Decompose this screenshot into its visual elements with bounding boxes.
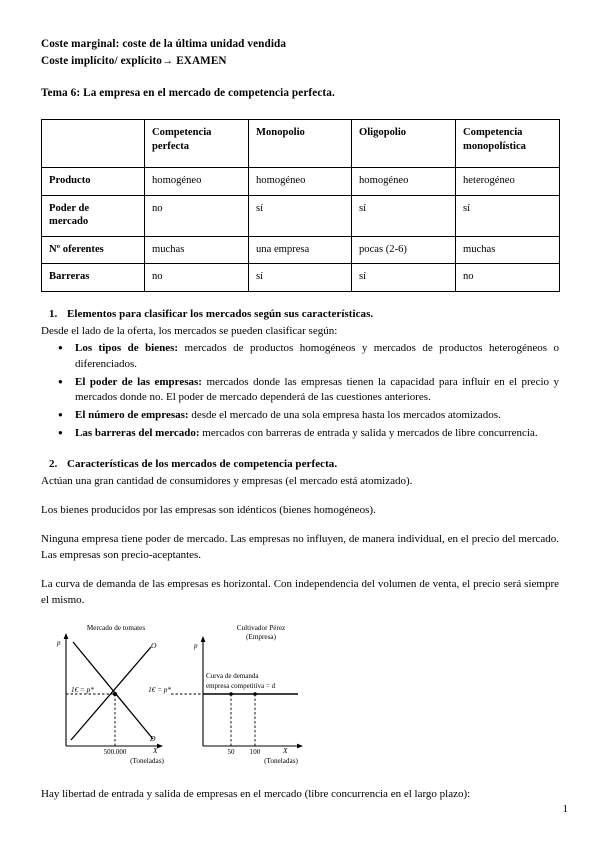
list-item [41, 341, 559, 373]
table-col-header-4: Competencia monopolística [456, 120, 560, 168]
bullet-lead: El poder de las empresas: [75, 375, 202, 388]
table-cell: sí [249, 264, 352, 292]
section-2-intro: Actúan una gran cantidad de consumidores y empresas (el mercado está atomizado). [41, 474, 413, 487]
table-cell: una empresa [249, 236, 352, 264]
table-cell: sí [456, 195, 560, 236]
left-x-axis-unit: (Toneladas) [130, 757, 164, 766]
table-cell: muchas [145, 236, 249, 264]
table-cell: homogéneo [249, 168, 352, 196]
demand-note-line2: empresa competitiva = d [206, 682, 276, 691]
supply-demand-figure [43, 620, 333, 770]
table-cell: heterogéneo [456, 168, 560, 196]
table-row [42, 236, 560, 264]
table-col-header-2: Monopolio [249, 120, 352, 168]
table-cell: pocas (2-6) [352, 236, 456, 264]
table-row [42, 195, 560, 236]
table-cell: sí [352, 195, 456, 236]
page-content [41, 36, 559, 802]
section-1-bullet-list [41, 341, 559, 442]
left-x-axis-arrow [157, 744, 163, 749]
demand-curve-label: D [150, 734, 156, 744]
section-2-paragraph: Los bienes producidos por las empresas son idénticos (bienes homogéneos). [41, 504, 376, 517]
section-1-title [41, 307, 559, 322]
right-tick-label-50: 50 [227, 748, 235, 757]
table-header-row [42, 120, 560, 168]
left-x-axis-label: X [153, 746, 158, 756]
table-row-header: Producto [42, 168, 145, 196]
firm-quantity-point-100 [253, 692, 257, 696]
bullet-text: mercados de productos homogéneos y mercados de productos heterogéneos o diferenciados. [75, 342, 559, 370]
table-row [42, 168, 560, 196]
table-cell: muchas [456, 236, 560, 264]
section-2-number: 2. [49, 457, 58, 470]
table-row-header: Barreras [42, 264, 145, 292]
section-2 [41, 457, 559, 609]
closing-paragraph: Hay libertad de entrada y salida de empresas en el mercado (libre concurrencia en el largo plazo): [41, 788, 471, 801]
firm-quantity-point-50 [229, 692, 233, 696]
bullet-lead: Los tipos de bienes: [75, 342, 179, 354]
section-2-title [41, 457, 559, 472]
topic-heading: Tema 6: La empresa en el mercado de competencia perfecta. [41, 87, 335, 99]
market-structures-table [41, 119, 560, 292]
bullet-lead: El número de empresas: [75, 409, 189, 422]
right-chart-title-line1: Cultivador Pérez [236, 624, 286, 633]
bullet-lead: Las barreras del mercado: [75, 426, 200, 439]
section-1-title-text: Elementos para clasificar los mercados según sus características. [67, 307, 374, 320]
left-y-axis-label: p [57, 639, 61, 648]
section-1-intro: Desde el lado de la oferta, los mercados se pueden clasificar según: [41, 324, 338, 337]
right-price-label: 1€ = p* [148, 686, 171, 695]
table-cell: no [456, 264, 560, 292]
header-line-1: Coste marginal: coste de la última unidad vendida [41, 38, 287, 50]
table-row-header: Nº oferentes [42, 236, 145, 264]
table-col-header-1: Competencia perfecta [145, 120, 249, 168]
supply-curve-label: O [151, 641, 157, 651]
list-item [41, 375, 559, 407]
table-cell: homogéneo [145, 168, 249, 196]
section-2-paragraph: Ninguna empresa tiene poder de mercado. Las empresas no influyen, de manera individual, en el precio del mercado. Las empresas son precio-aceptantes. [41, 533, 559, 562]
left-quantity-tick-label: 500.000 [103, 748, 127, 757]
table-row-header: Poder de mercado [42, 195, 145, 236]
page-number: 1 [562, 803, 568, 815]
left-y-axis-arrow [64, 633, 69, 639]
table-cell: sí [352, 264, 456, 292]
bullet-text: desde el mercado de una sola empresa hasta los mercados atomizados. [188, 409, 501, 422]
right-x-axis-arrow [297, 744, 303, 749]
table-cell: homogéneo [352, 168, 456, 196]
table-row [42, 264, 560, 292]
right-y-axis-arrow [201, 636, 206, 642]
table-cell: no [145, 195, 249, 236]
bullet-text: mercados con barreras de entrada y salida y mercados de libre concurrencia. [199, 426, 538, 439]
section-2-paragraph: La curva de demanda de las empresas es horizontal. Con independencia del volumen de venta, el precio será siempre el mismo. [41, 578, 559, 607]
left-price-label: 1€ = p* [71, 686, 94, 695]
section-1 [41, 307, 559, 442]
header-line-2: Coste implícito/ explícito→ EXAMEN [41, 55, 227, 67]
list-item [41, 408, 559, 424]
list-item [41, 426, 559, 442]
table-cell: sí [249, 195, 352, 236]
demand-note-line1: Curva de demanda [206, 672, 259, 681]
table-col-header-3: Oligopolio [352, 120, 456, 168]
right-chart-title-line2: (Empresa) [246, 633, 276, 642]
figure-svg [43, 620, 333, 770]
right-x-axis-label: X [283, 746, 288, 756]
section-2-title-text: Características de los mercados de competencia perfecta. [67, 457, 338, 470]
left-chart-title: Mercado de tomates [86, 624, 146, 633]
table-col-header-0 [42, 120, 145, 168]
right-y-axis-label: p [194, 642, 198, 651]
equilibrium-point [113, 692, 117, 696]
right-tick-label-100: 100 [249, 748, 261, 757]
section-1-number: 1. [49, 307, 58, 320]
bullet-text: mercados donde las empresas tienen la capacidad para influir en el precio y mercados donde no. El poder de mercado dependerá de las cuestiones anteriores. [75, 375, 559, 404]
right-x-axis-unit: (Toneladas) [264, 757, 298, 766]
table-cell: no [145, 264, 249, 292]
